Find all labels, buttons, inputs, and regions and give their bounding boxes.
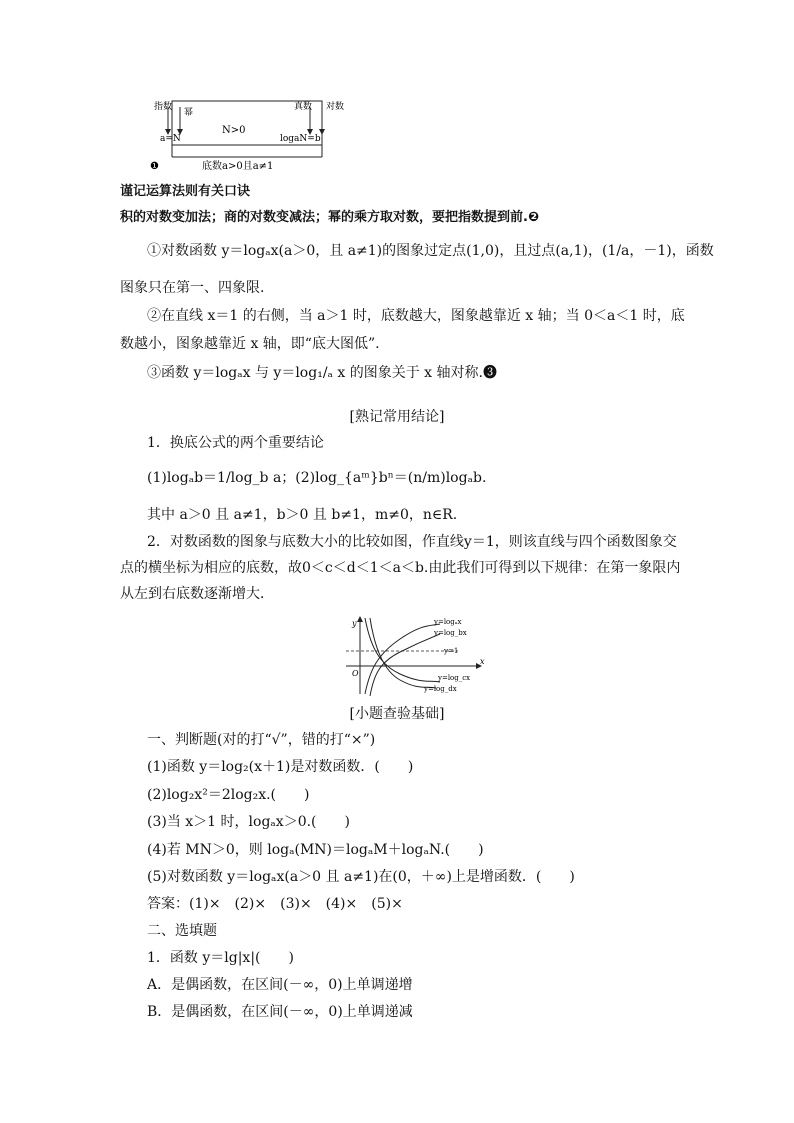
log-curves-graph	[340, 614, 490, 698]
graph-curve-c-label: y=log_cx	[438, 674, 471, 682]
graph-curve-a-label: y=logₐx	[434, 618, 462, 626]
paragraph-3: ③函数 y＝logₐx 与 y＝log₁/ₐ x 的图象关于 x 轴对称.❸	[147, 365, 497, 381]
quiz-item-3: (3)当 x＞1 时，logₐx＞0.( )	[147, 814, 350, 830]
diagram-far-right-label: 对数	[326, 102, 345, 112]
quiz-item-2: (2)log₂x²＝2log₂x.( )	[147, 787, 310, 803]
choice-option-b: B．是偶函数，在区间(－∞，0)上单调递减	[147, 1004, 413, 1020]
quiz-part-1-title: 一、判断题(对的打“√”，错的打“×”)	[147, 732, 376, 748]
diagram-right-label: 真数	[294, 102, 313, 112]
graph-x-axis-label: x	[480, 657, 485, 666]
diagram-top-label: 幂	[184, 108, 194, 118]
conclusion-2-cont: 点的横坐标为相应的底数，故0＜c＜d＜1＜a＜b.由此我们可得到以下规律：在第一象限内	[120, 560, 681, 576]
section-heading-conclusions: [熟记常用结论]	[349, 409, 445, 425]
log-exponent-diagram	[150, 95, 350, 175]
conclusion-2-cont2: 从左到右底数逐渐增大．	[120, 586, 274, 602]
paragraph-2-cont: 数越小，图象越靠近 x 轴，即“底大图低”.	[120, 336, 380, 352]
diagram-left-formula: a=N	[160, 134, 181, 144]
diagram-center-formula: N>0	[222, 125, 246, 136]
conclusion-2: 2．对数函数的图象与底数大小的比较如图，作直线y＝1，则该直线与四个函数图象交	[147, 534, 677, 550]
graph-line-label: y=1	[444, 647, 459, 655]
quiz-item-5: (5)对数函数 y＝logₐx(a＞0 且 a≠1)在(0，＋∞)上是增函数．( )	[147, 869, 575, 885]
conclusion-1-formula: (1)logₐb＝1/log_b a；(2)log_{aᵐ}bⁿ＝(n/m)logₐb.	[147, 470, 487, 486]
heading-mnemonic: 谨记运算法则有关口诀	[120, 184, 251, 199]
choice-question-1: 1．函数 y＝lg|x|( )	[147, 950, 294, 966]
quiz-part-2-title: 二、选填题	[147, 923, 217, 939]
diagram-right-formula: logaN=b	[280, 134, 321, 144]
quiz-item-1: (1)函数 y＝log₂(x＋1)是对数函数．( )	[147, 759, 414, 775]
quiz-item-4: (4)若 MN＞0，则 logₐ(MN)＝logₐM＋logₐN.( )	[147, 842, 484, 858]
conclusion-1-title: 1．换底公式的两个重要结论	[147, 435, 324, 451]
paragraph-2: ②在直线 x＝1 的右侧，当 a＞1 时，底数越大，图象越靠近 x 轴；当 0＜a＜1 时，底	[147, 308, 685, 324]
paragraph-1-cont: 图象只在第一、四象限.	[120, 280, 265, 296]
section-heading-quiz: [小题查验基础]	[349, 706, 445, 722]
graph-y-axis-label: y	[352, 619, 357, 628]
conclusion-1-condition: 其中 a＞0 且 a≠1，b＞0 且 b≠1，m≠0，n∈R.	[147, 507, 458, 523]
quiz-answers: 答案：(1)× (2)× (3)× (4)× (5)×	[147, 896, 403, 912]
graph-origin-label: O	[352, 669, 359, 678]
graph-curve-b-label: y=log_bx	[434, 629, 467, 637]
choice-option-a: A．是偶函数，在区间(－∞，0)上单调递增	[147, 977, 413, 993]
diagram-marker: ❶	[150, 161, 159, 172]
paragraph-1: ①对数函数 y＝logₐx(a＞0，且 a≠1)的图象过定点(1,0)，且过点(a,1)，(1/a，－1)，函数	[147, 243, 714, 259]
diagram-left-label: 指数	[154, 102, 173, 112]
mnemonic-text: 积的对数变加法；商的对数变减法；幂的乘方取对数，要把指数提到前.❷	[120, 210, 539, 225]
graph-curve-d-label: y=log_dx	[424, 685, 457, 693]
diagram-bottom-label: 底数a>0且a≠1	[202, 161, 274, 172]
